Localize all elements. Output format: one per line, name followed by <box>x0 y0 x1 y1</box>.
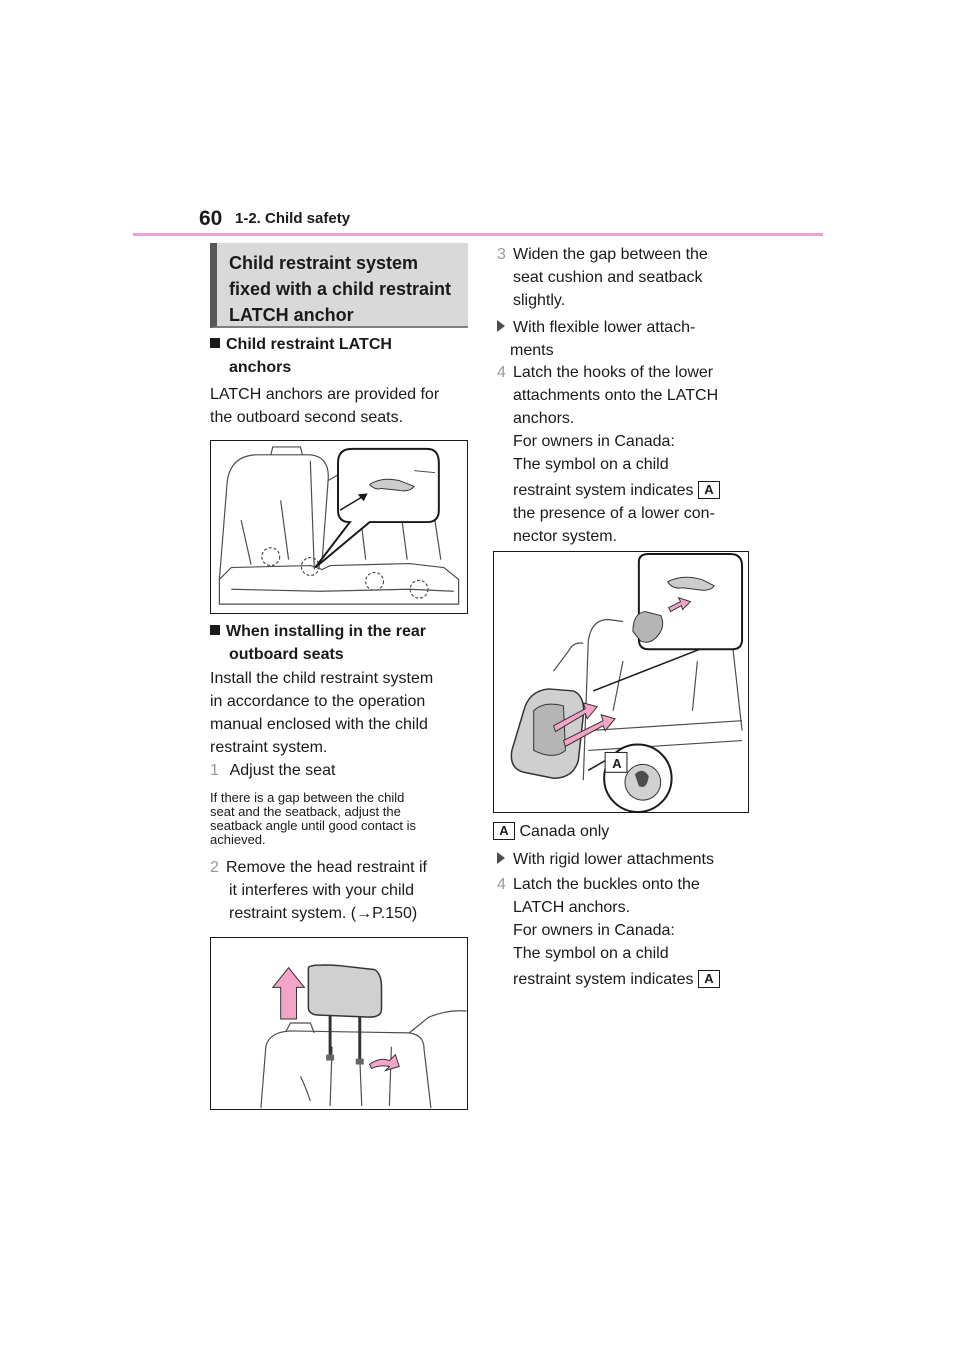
triangle-bullet-icon <box>497 320 505 332</box>
step-1-text: Adjust the seat <box>229 762 336 779</box>
install-line-3: manual enclosed with the child <box>210 716 428 733</box>
flexible-attachment-illustration <box>493 551 749 813</box>
section-heading <box>210 243 468 328</box>
heading-line-1: Child restraint system <box>229 253 419 273</box>
page-reference-link[interactable]: P.150) <box>372 905 418 922</box>
rigid-attachments-bullet <box>497 848 759 871</box>
step-3 <box>497 243 759 312</box>
bullet-2-text: With rigid lower attachments <box>513 851 714 868</box>
step-2 <box>210 856 472 925</box>
install-line-1: Install the child restraint system <box>210 670 434 687</box>
section-title: 1-2. Child safety <box>235 210 351 227</box>
latch-description-line-2: the outboard second seats. <box>210 409 404 426</box>
step-4b-line-5: restraint system indicates <box>513 971 694 988</box>
step-4-rigid <box>497 873 759 991</box>
canada-only-note <box>493 820 755 843</box>
step-3-line-1: Widen the gap between the <box>513 246 708 263</box>
head-restraint-illustration <box>210 937 468 1110</box>
flexible-attachments-bullet <box>497 316 759 362</box>
figure-label-a: A <box>612 756 622 771</box>
install-line-2: in accordance to the operation <box>210 693 426 710</box>
subheading-latch-anchors <box>210 333 470 379</box>
step-4a-line-1: Latch the hooks of the lower <box>513 364 714 381</box>
page-ref-arrow-icon: → <box>356 905 373 922</box>
seat-gap-note <box>210 791 472 847</box>
step-4a-line-2: attachments onto the LATCH <box>513 387 719 404</box>
subheading-rear-line-2: outboard seats <box>229 646 344 663</box>
note-line-3: seatback angle until good contact is <box>210 818 416 833</box>
step-4a-line-5: The symbol on a child <box>513 456 669 473</box>
step-1 <box>210 759 335 782</box>
label-a-box: A <box>698 970 720 988</box>
subheading-rear-outboard <box>210 620 470 666</box>
triangle-bullet-icon <box>497 852 505 864</box>
heading-line-3: LATCH anchor <box>229 305 354 325</box>
subheading-latch-line-2: anchors <box>229 359 292 376</box>
note-line-1: If there is a gap between the child <box>210 790 405 805</box>
step-4a-line-7: the presence of a lower con- <box>513 505 715 522</box>
step-4a-line-8: nector system. <box>513 528 618 545</box>
subheading-rear-line-1: When installing in the rear <box>226 623 427 640</box>
note-line-4: achieved. <box>210 832 266 847</box>
step-4b-line-3: For owners in Canada: <box>513 922 675 939</box>
latch-anchor-illustration <box>210 440 468 614</box>
label-a-box: A <box>493 822 515 840</box>
step-4a-line-4: For owners in Canada: <box>513 433 675 450</box>
install-line-4: restraint system. <box>210 739 328 756</box>
canada-only-text: Canada only <box>519 823 610 840</box>
step-4-flexible <box>497 361 759 548</box>
step-2-line-2: it interferes with your child <box>229 882 414 899</box>
step-4a-number: 4 <box>497 364 506 381</box>
step-3-line-3: slightly. <box>513 292 566 309</box>
step-4b-line-1: Latch the buckles onto the <box>513 876 700 893</box>
step-3-line-2: seat cushion and seatback <box>513 269 703 286</box>
step-4a-line-3: anchors. <box>513 410 575 427</box>
step-2-line-3: restraint system. ( <box>229 905 357 922</box>
header-rule <box>133 233 823 236</box>
step-4b-line-4: The symbol on a child <box>513 945 669 962</box>
bullet-1-line-2: ments <box>510 342 554 359</box>
heading-line-2: fixed with a child restraint <box>229 279 452 299</box>
install-instructions <box>210 667 472 759</box>
seat-anchors-drawing <box>211 441 467 613</box>
step-2-number: 2 <box>210 859 219 876</box>
subheading-latch-line-1: Child restraint LATCH <box>226 336 392 353</box>
step-2-line-1: Remove the head restraint if <box>226 859 427 876</box>
step-1-number: 1 <box>210 762 219 779</box>
latch-description <box>210 383 470 429</box>
note-line-2: seat and the seatback, adjust the <box>210 804 401 819</box>
bullet-1-line-1: With flexible lower attach- <box>513 319 696 336</box>
square-bullet-icon <box>210 625 220 635</box>
square-bullet-icon <box>210 338 220 348</box>
page-number: 60 <box>199 207 223 230</box>
step-4b-number: 4 <box>497 876 506 893</box>
latch-description-line-1: LATCH anchors are provided for <box>210 386 440 403</box>
step-4a-line-6: restraint system indicates <box>513 482 694 499</box>
head-restraint-drawing <box>211 938 467 1109</box>
step-3-number: 3 <box>497 246 506 263</box>
step-4b-line-2: LATCH anchors. <box>513 899 631 916</box>
label-a-box: A <box>698 481 720 499</box>
